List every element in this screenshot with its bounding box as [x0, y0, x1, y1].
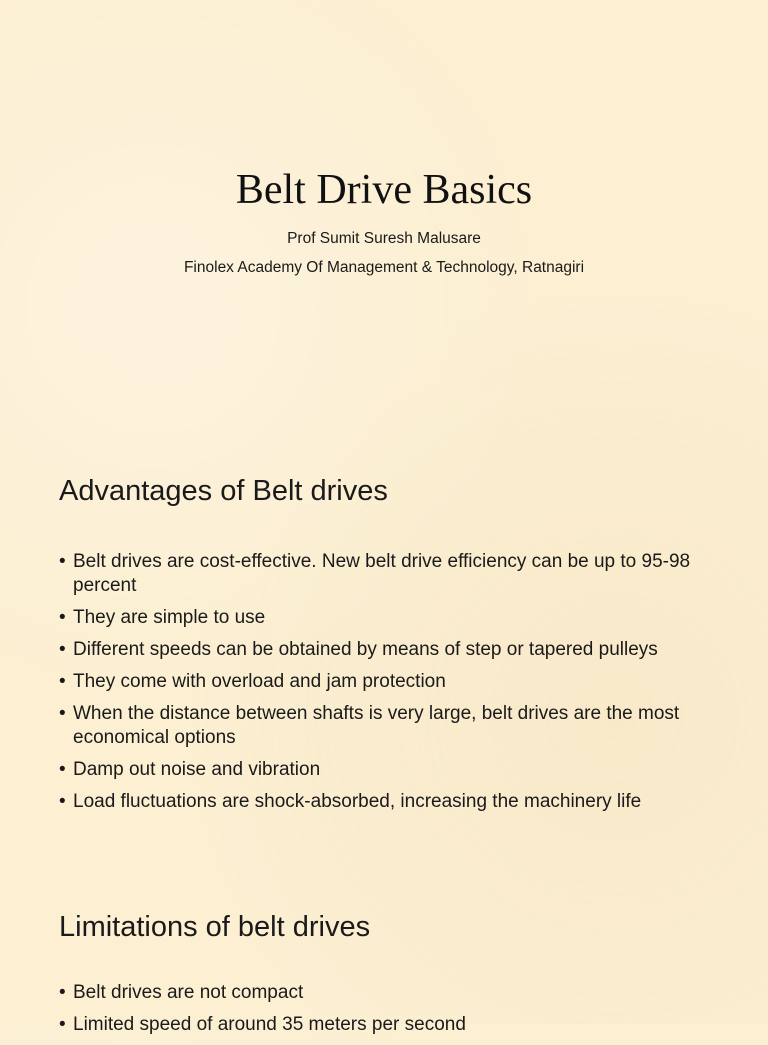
list-item: [59, 606, 719, 630]
list-item-text: Belt drives are not compact: [73, 982, 304, 1003]
list-item-text: When the distance between shafts is very large, belt drives are the most economical options: [73, 703, 680, 748]
slide-title: Belt Drive Basics: [235, 167, 533, 213]
limitations-heading: Limitations of belt drives: [59, 911, 371, 943]
list-item-text: Limited speed of around 35 meters per second: [73, 1014, 466, 1035]
author-name: Prof Sumit Suresh Malusare: [287, 230, 481, 247]
institution-name: Finolex Academy Of Management & Technology, Ratnagiri: [183, 259, 585, 276]
bullet-icon: •: [59, 671, 66, 692]
limitations-list: [59, 981, 719, 1045]
list-item: [59, 790, 719, 814]
list-item: [59, 638, 719, 662]
bullet-icon: •: [59, 759, 66, 780]
list-item: [59, 702, 719, 750]
bullet-icon: •: [59, 703, 66, 724]
title-slide: [0, 0, 768, 430]
list-item-text: They come with overload and jam protection: [73, 671, 446, 692]
bullet-icon: •: [59, 791, 66, 812]
advantages-heading: Advantages of Belt drives: [59, 475, 388, 507]
bullet-icon: •: [59, 607, 66, 628]
bullet-icon: •: [59, 982, 66, 1003]
list-item-text: Different speeds can be obtained by means of step or tapered pulleys: [73, 639, 658, 660]
list-item: [59, 758, 719, 782]
list-item: [59, 981, 719, 1005]
bullet-icon: •: [59, 551, 66, 572]
content-slide: [0, 430, 768, 1035]
list-item-text: They are simple to use: [73, 607, 266, 628]
list-item: [59, 1013, 719, 1037]
bullet-icon: •: [59, 639, 66, 660]
list-item-text: Damp out noise and vibration: [73, 759, 321, 780]
advantages-list: [59, 550, 719, 822]
list-item-text: Belt drives are cost-effective. New belt drive efficiency can be up to 95-98 percent: [73, 551, 691, 596]
list-item-text: Load fluctuations are shock-absorbed, increasing the machinery life: [73, 791, 642, 812]
list-item: [59, 670, 719, 694]
bullet-icon: •: [59, 1014, 66, 1035]
list-item: [59, 550, 719, 598]
